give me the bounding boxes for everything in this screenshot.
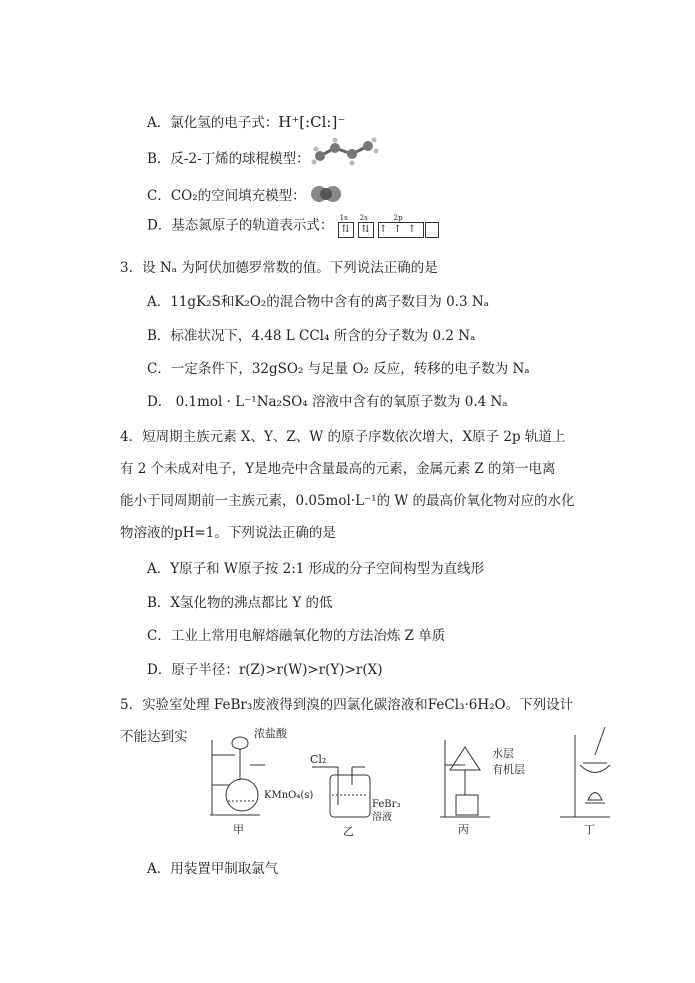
yi-caption: 乙: [343, 825, 354, 838]
orbital-label-1s: 1s: [339, 214, 348, 222]
bing-layer-1: 水层: [492, 747, 514, 760]
q2-option-b: [147, 150, 310, 168]
orbital-label-2p: 2p: [393, 214, 403, 222]
q2-option-c: [147, 187, 306, 205]
jia-caption: 甲: [233, 823, 244, 836]
q4-option-a: A．Y原子和 W原子按 2:1 形成的分子空间构型为直线形: [147, 561, 485, 577]
q3-option-a: A．11gK₂S和K₂O₂的混合物中含有的离子数目为 0.3 Nₐ: [147, 294, 489, 310]
yi-solution-1: FeBr₃: [372, 799, 401, 810]
q4-stem-line3: 能小于同周期前一主族元素，0.05mol·L⁻¹的 W 的最高价氧化物对应的水化: [120, 493, 575, 509]
q5-stem-line1: 5．实验室处理 FeBr₃废液得到溴的四氯化碳溶液和FeCl₃·6H₂O。下列设计: [120, 697, 574, 713]
jia-reagent-2: KMnO₄(s): [264, 790, 314, 801]
q2-option-c-label: C．CO₂的空间填充模型：: [147, 188, 306, 204]
q4-option-c: C．工业上常用电解熔融氧化物的方法冶炼 Z 单质: [147, 628, 446, 644]
q4-stem-line1: 4．短周期主族元素 X、Y、Z、W 的原子序数依次增大，X原子 2p 轨道上: [120, 429, 566, 445]
orbital-2s: [358, 214, 375, 238]
orbital-label-2s: 2s: [359, 214, 368, 222]
q4-stem-line2: 有 2 个未成对电子，Y是地壳中含量最高的元素，金属元素 Z 的第一电离: [120, 461, 556, 477]
ding-caption: 丁: [584, 823, 595, 836]
q3-option-d: D． 0.1mol · L⁻¹Na₂SO₄ 溶液中含有的氧原子数为 0.4 Nₐ: [147, 394, 508, 410]
apparatus-bing: [440, 740, 490, 817]
q2-option-a: [147, 113, 345, 132]
yi-gas: Cl₂: [310, 753, 327, 766]
hcl-electron-formula: H⁺[:Cl:]⁻: [278, 113, 346, 131]
q4-option-b: B．X氢化物的沸点都比 Y 的低: [147, 595, 333, 611]
apparatus-ding: [560, 727, 610, 817]
orbital-box: ↑↑↑: [378, 222, 424, 238]
orbital-box: ⇅: [358, 222, 374, 238]
orbital-box-empty: [425, 222, 439, 238]
q2-option-d: [147, 214, 443, 238]
q4-stem-line4: 物溶液的pH=1。下列说法正确的是: [120, 525, 336, 541]
jia-reagent-1: 浓盐酸: [254, 727, 287, 740]
apparatus-figure: [200, 725, 620, 840]
bing-layer-2: 有机层: [492, 763, 525, 776]
q5-option-a: A．用装置甲制取氯气: [147, 861, 279, 877]
butene-ball-stick-model: [310, 136, 380, 168]
orbital-1s: [338, 214, 355, 238]
q3-option-c: C．一定条件下，32gSO₂ 与足量 O₂ 反应，转移的电子数为 Nₐ: [147, 361, 530, 377]
q2-option-b-label: B．反-2-丁烯的球棍模型：: [147, 151, 310, 167]
co2-space-filling-model: [310, 183, 342, 205]
apparatus-yi: [312, 767, 370, 817]
q4-option-d: D．原子半径：r(Z)>r(W)>r(Y)>r(X): [147, 662, 383, 678]
bing-caption: 丙: [458, 823, 469, 836]
q2-option-d-label: D．基态氮原子的轨道表示式：: [147, 217, 334, 234]
q2-option-a-label: A．氯化氢的电子式：: [147, 115, 279, 131]
apparatus-jia: [210, 737, 265, 815]
orbital-box: ⇅: [338, 222, 354, 238]
q3-option-b: B．标准状况下，4.48 L CCl₄ 所含的分子数为 0.2 Nₐ: [147, 328, 476, 344]
q3-stem: 3．设 Nₐ 为阿伏加德罗常数的值。下列说法正确的是: [120, 260, 438, 276]
q5-stem-line2: 不能达到实: [120, 729, 188, 745]
yi-solution-2: 溶液: [372, 812, 392, 823]
orbital-2p: [378, 214, 440, 238]
